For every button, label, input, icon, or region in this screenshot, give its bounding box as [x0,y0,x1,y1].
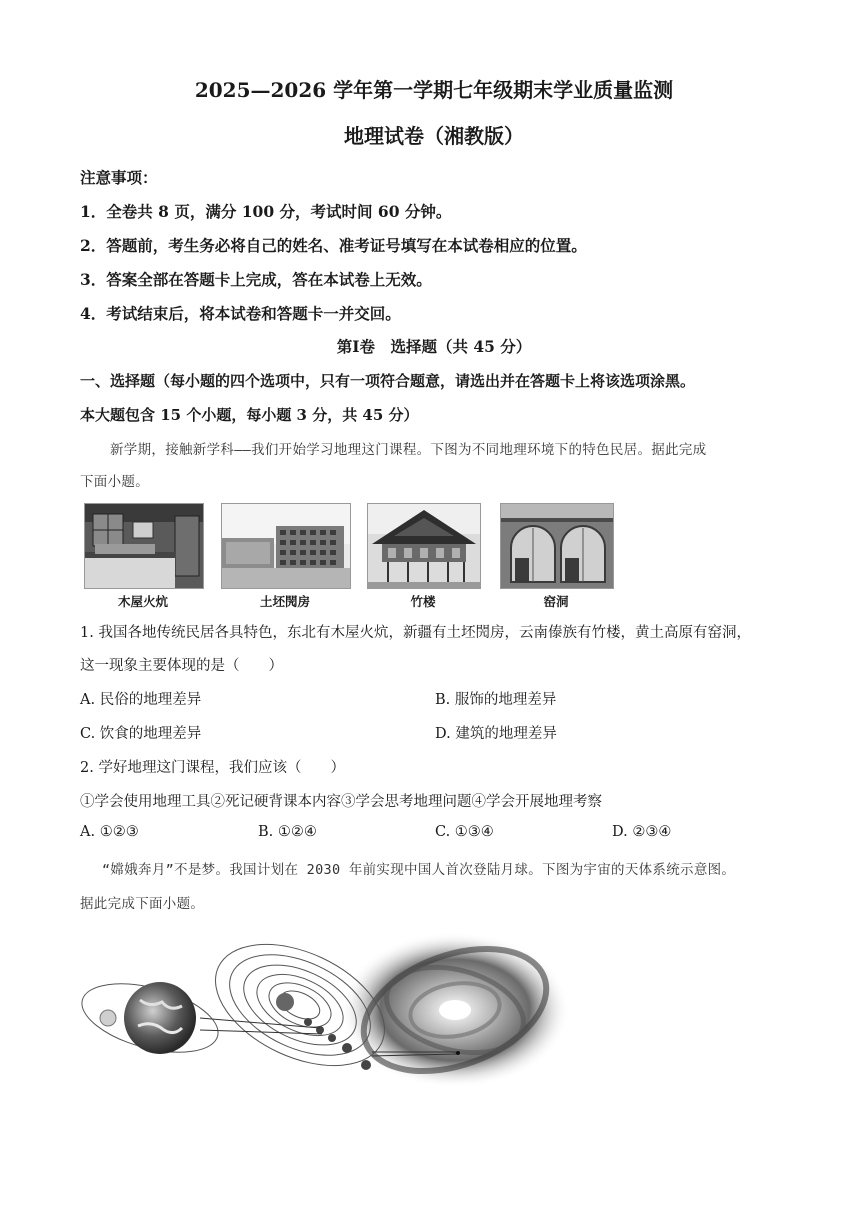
section-instruction-line1: 一、选择题（每小题的四个选项中，只有一项符合题意，请选出并在答题卡上将该选项涂黑。 [80,372,696,390]
photo-caption-4: 窑洞 [543,594,569,609]
q2-option-d[interactable]: D. ②③④ [612,824,672,840]
q1-stem-line1: 1. 我国各地传统民居各具特色，东北有木屋火炕，新疆有土坯閌房，云南傣族有竹楼，黄土高原有窑洞， [80,625,751,641]
passage1-line1: 新学期，接触新学科——我们开始学习地理这门课程。下图为不同地理环境下的特色民居。据此完成 [110,442,707,458]
exam-title: 2025—2026 学年第一学期七年级期末学业质量监测 [194,78,674,102]
q1-option-d[interactable]: D. 建筑的地理差异 [435,726,557,742]
q2-option-c[interactable]: C. ①③④ [435,824,494,840]
q2-stem: 2. 学好地理这门课程，我们应该（ ） [80,760,345,776]
q2-statements: ①学会使用地理工具②死记硬背课本内容③学会思考地理问题④学会开展地理考察 [80,794,602,810]
notice-item-3: 3．答案全部在答题卡上完成，答在本试卷上无效。 [80,270,432,289]
q1-option-a[interactable]: A. 民俗的地理差异 [80,692,202,708]
passage2-line2: 据此完成下面小题。 [80,896,205,912]
notice-heading: 注意事项： [80,168,158,187]
notice-item-1: 1．全卷共 8 页，满分 100 分，考试时间 60 分钟。 [80,202,452,221]
notice-item-2: 2．答题前，考生务必将自己的姓名、准考证号填写在本试卷相应的位置。 [80,236,587,255]
q1-option-c[interactable]: C. 饮食的地理差异 [80,726,202,742]
photo-caption-3: 竹楼 [410,594,436,609]
q2-option-a[interactable]: A. ①②③ [80,824,139,840]
photo-bamboo-house [367,503,481,589]
photo-adobe-house [221,503,351,589]
section-instruction-line2: 本大题包含 15 个小题，每小题 3 分，共 45 分） [80,406,419,424]
photo-wooden-house-kang [84,503,204,589]
celestial-systems-diagram [80,930,570,1100]
passage1-line2: 下面小题。 [80,474,149,490]
section-title: 第Ⅰ卷 选择题（共 45 分） [336,337,532,356]
passage2-line1: “嫦娥奔月”不是梦。我国计划在 2030 年前实现中国人首次登陆月球。下图为宇宙的天体系统示意图。 [102,862,736,878]
photo-caption-1: 木屋火炕 [117,594,168,609]
notice-item-4: 4．考试结束后，将本试卷和答题卡一并交回。 [80,304,401,323]
q1-stem-line2: 这一现象主要体现的是（ ） [80,658,283,674]
q2-option-b[interactable]: B. ①②④ [258,824,317,840]
photo-cave-dwelling [500,503,614,589]
q1-option-b[interactable]: B. 服饰的地理差异 [435,692,557,708]
galaxy-image [340,930,570,1094]
exam-subtitle: 地理试卷（湘教版） [344,124,524,148]
photo-caption-2: 土坯閌房 [259,594,310,609]
